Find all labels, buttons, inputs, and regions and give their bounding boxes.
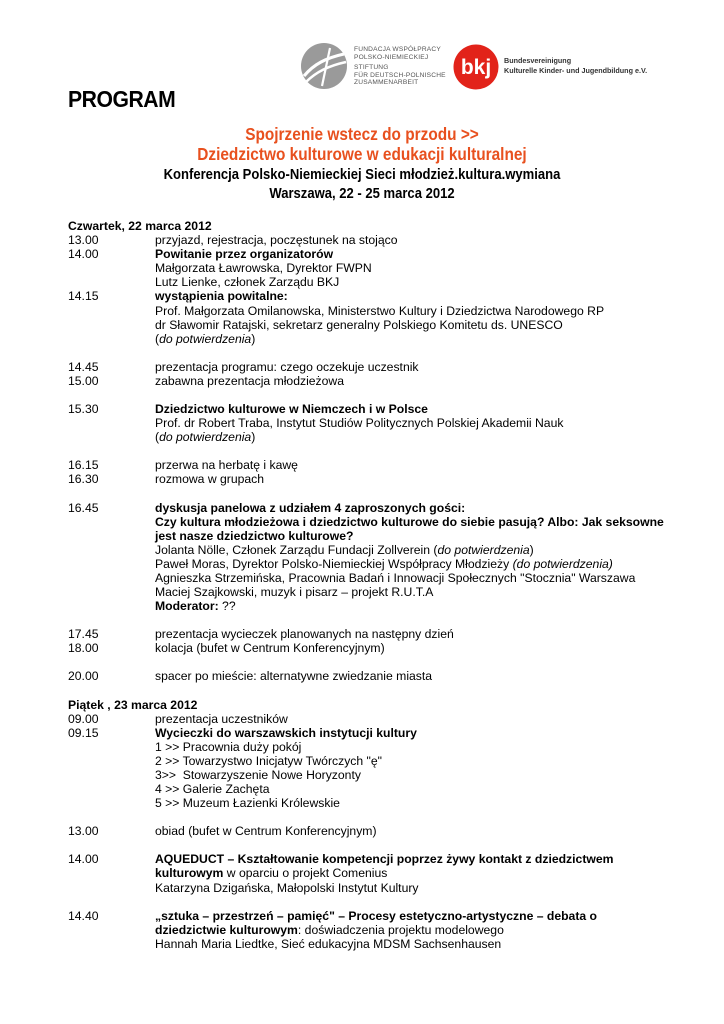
tour-item: 3>> Stowarzyszenie Nowe Horyzonty — [155, 768, 361, 782]
agenda-item — [68, 458, 668, 472]
agenda-text: spacer po mieście: alternatywne zwiedzanie miasta — [155, 669, 433, 684]
title-line-1: Spojrzenie wstecz do przodu >> — [245, 124, 479, 144]
agenda-time: 15.30 — [68, 402, 99, 417]
agenda-title-block — [155, 852, 668, 880]
bkj-mark: bkj — [460, 56, 492, 79]
fwpn-logo-icon — [300, 42, 348, 90]
agenda-line: Hannah Maria Liedtke, Sieć edukacyjna MDSM Sachsenhausen — [155, 936, 502, 951]
agenda-time: 16.15 — [68, 458, 99, 473]
moderator-label: Moderator: — [155, 599, 219, 614]
note-text: (do potwierdzenia) — [512, 556, 613, 571]
agenda-time: 18.00 — [68, 641, 99, 656]
agenda-time: 16.30 — [68, 472, 99, 487]
fwpn-name — [354, 46, 446, 87]
agenda-text: prezentacja wycieczek planowanych na następny dzień — [155, 627, 454, 642]
panelist: Agnieszka Strzemińska, Pracownia Badań i Innowacji Społecznych "Stocznia" Warszawa — [155, 570, 636, 585]
program-content — [68, 219, 668, 951]
conference-subtitle: Konferencja Polsko-Niemieckiej Sieci młodzież.kultura.wymiana — [163, 167, 561, 183]
bkj-logo-icon — [453, 44, 499, 90]
panelist-name: Paweł Moras, Dyrektor Polsko-Niemieckiej Współpracy Młodzieży — [155, 556, 510, 571]
fwpn-line: ZUSAMMENARBEIT — [354, 79, 419, 87]
agenda-line: Małgorzata Ławrowska, Dyrektor FWPN — [155, 261, 372, 276]
conference-titles — [0, 124, 724, 204]
agenda-line: Prof. dr Robert Traba, Instytut Studiów Politycznych Polskiej Akademii Nauk — [155, 416, 564, 431]
agenda-text: przyjazd, rejestracja, poczęstunek na stojąco — [155, 233, 398, 248]
agenda-item — [68, 501, 668, 614]
agenda-text: prezentacja uczestników — [155, 711, 288, 726]
agenda-item — [68, 712, 668, 726]
agenda-title: Dziedzictwo kulturowe w Niemczech i w Polsce — [155, 402, 428, 417]
agenda-item — [68, 289, 668, 345]
title-line-2: Dziedzictwo kulturowe w edukacji kulturalnej — [197, 144, 527, 164]
panelist — [155, 557, 668, 571]
agenda-item — [68, 641, 668, 655]
agenda-time: 14.00 — [68, 247, 99, 262]
agenda-line: Katarzyna Dzigańska, Małopolski Instytut Kultury — [155, 880, 419, 895]
fwpn-line: STIFTUNG — [354, 64, 389, 72]
agenda-question: Czy kultura młodzieżowa i dziedzictwo kulturowe do siebie pasują? Albo: Jak seksowne jest nasze dziedzictwo kulturowe? — [155, 514, 664, 543]
agenda-time: 17.45 — [68, 627, 99, 642]
agenda-line: dr Sławomir Ratajski, sekretarz generalny Polskiego Komitetu ds. UNESCO — [155, 317, 563, 332]
fwpn-line: POLSKO-NIEMIECKIEJ — [354, 53, 429, 61]
agenda-time: 09.15 — [68, 725, 99, 740]
agenda-time: 20.00 — [68, 669, 99, 684]
agenda-item — [68, 402, 668, 444]
agenda-item — [68, 627, 668, 641]
note-text: do potwierdzenia — [437, 542, 530, 557]
agenda-item — [68, 909, 668, 951]
note-text: do potwierdzenia — [159, 430, 252, 445]
bkj-name — [504, 56, 647, 75]
moderator — [155, 599, 668, 613]
bkj-line: Kulturelle Kinder- und Jugendbildung e.V. — [504, 65, 648, 75]
agenda-title: „sztuka – przestrzeń – pamięć" – Procesy estetyczno-artystyczne – debata o dziedzictwie kulturowym — [155, 908, 598, 937]
header-logos — [300, 38, 680, 108]
agenda-title: dyskusja panelowa z udziałem 4 zaproszonych gości: — [155, 500, 466, 515]
agenda-text: rozmowa w grupach — [155, 472, 265, 487]
note-text: do potwierdzenia — [159, 331, 252, 346]
agenda-item — [68, 233, 668, 247]
conference-dates: Warszawa, 22 - 25 marca 2012 — [269, 186, 455, 202]
day-2-title: Piątek , 23 marca 2012 — [68, 697, 198, 712]
tour-item: 4 >> Galerie Zachęta — [155, 782, 270, 797]
agenda-title-block — [155, 909, 668, 937]
agenda-text: kolacja (bufet w Centrum Konferencyjnym) — [155, 641, 385, 656]
fwpn-line: FÜR DEUTSCH-POLNISCHE — [354, 71, 446, 79]
agenda-time: 14.15 — [68, 289, 99, 304]
panelist: Maciej Szajkowski, muzyk i pisarz – projekt R.U.T.A — [155, 585, 434, 600]
agenda-time: 13.00 — [68, 824, 99, 839]
agenda-time: 14.40 — [68, 908, 99, 923]
tour-item: 2 >> Towarzystwo Inicjatyw Twórczych "ę" — [155, 753, 382, 768]
fwpn-line: FUNDACJA WSPÓŁPRACY — [354, 46, 441, 53]
tour-item: 5 >> Muzeum Łazienki Królewskie — [155, 796, 340, 811]
agenda-text: obiad (bufet w Centrum Konferencyjnym) — [155, 824, 377, 839]
page-heading: PROGRAM — [68, 86, 176, 112]
bkj-line: Bundesvereinigung — [504, 56, 572, 65]
agenda-time: 09.00 — [68, 711, 99, 726]
agenda-title: AQUEDUCT – Kształtowanie kompetencji poprzez żywy kontakt z dziedzictwem kulturowym — [155, 852, 614, 881]
agenda-title: Wycieczki do warszawskich instytucji kultury — [155, 725, 417, 740]
agenda-time: 16.45 — [68, 500, 99, 515]
agenda-text: prezentacja programu: czego oczekuje uczestnik — [155, 359, 419, 374]
agenda-item — [68, 852, 668, 894]
agenda-item — [68, 360, 668, 374]
agenda-title: wystąpienia powitalne: — [155, 289, 288, 304]
agenda-item — [68, 824, 668, 838]
agenda-line: Lutz Lienke, członek Zarządu BKJ — [155, 275, 340, 290]
agenda-item — [68, 374, 668, 388]
agenda-text: przerwa na herbatę i kawę — [155, 458, 298, 473]
agenda-line: Prof. Małgorzata Omilanowska, Ministerstwo Kultury i Dziedzictwa Narodowego RP — [155, 303, 605, 318]
agenda-item — [68, 472, 668, 486]
panelist-name: Jolanta Nölle, Członek Zarządu Fundacji Zollverein — [155, 542, 431, 557]
agenda-time: 14.00 — [68, 852, 99, 867]
agenda-item — [68, 669, 668, 683]
day-1-title: Czwartek, 22 marca 2012 — [68, 219, 212, 233]
moderator-value: ?? — [222, 599, 236, 614]
agenda-title: Powitanie przez organizatorów — [155, 247, 334, 262]
agenda-time: 15.00 — [68, 373, 99, 388]
agenda-text: zabawna prezentacja młodzieżowa — [155, 373, 345, 388]
agenda-note: (do potwierdzenia) — [155, 430, 256, 445]
agenda-title-rest: w oparciu o projekt Comenius — [223, 866, 388, 881]
agenda-time: 14.45 — [68, 359, 99, 374]
panelist: Jolanta Nölle, Członek Zarządu Fundacji Zollverein (do potwierdzenia) — [155, 542, 534, 557]
agenda-note: (do potwierdzenia) — [155, 331, 256, 346]
agenda-item — [68, 247, 668, 289]
agenda-time: 13.00 — [68, 233, 99, 248]
agenda-item — [68, 726, 668, 811]
agenda-title-rest: : doświadczenia projektu modelowego — [297, 922, 504, 937]
tour-item: 1 >> Pracownia duży pokój — [155, 739, 302, 754]
